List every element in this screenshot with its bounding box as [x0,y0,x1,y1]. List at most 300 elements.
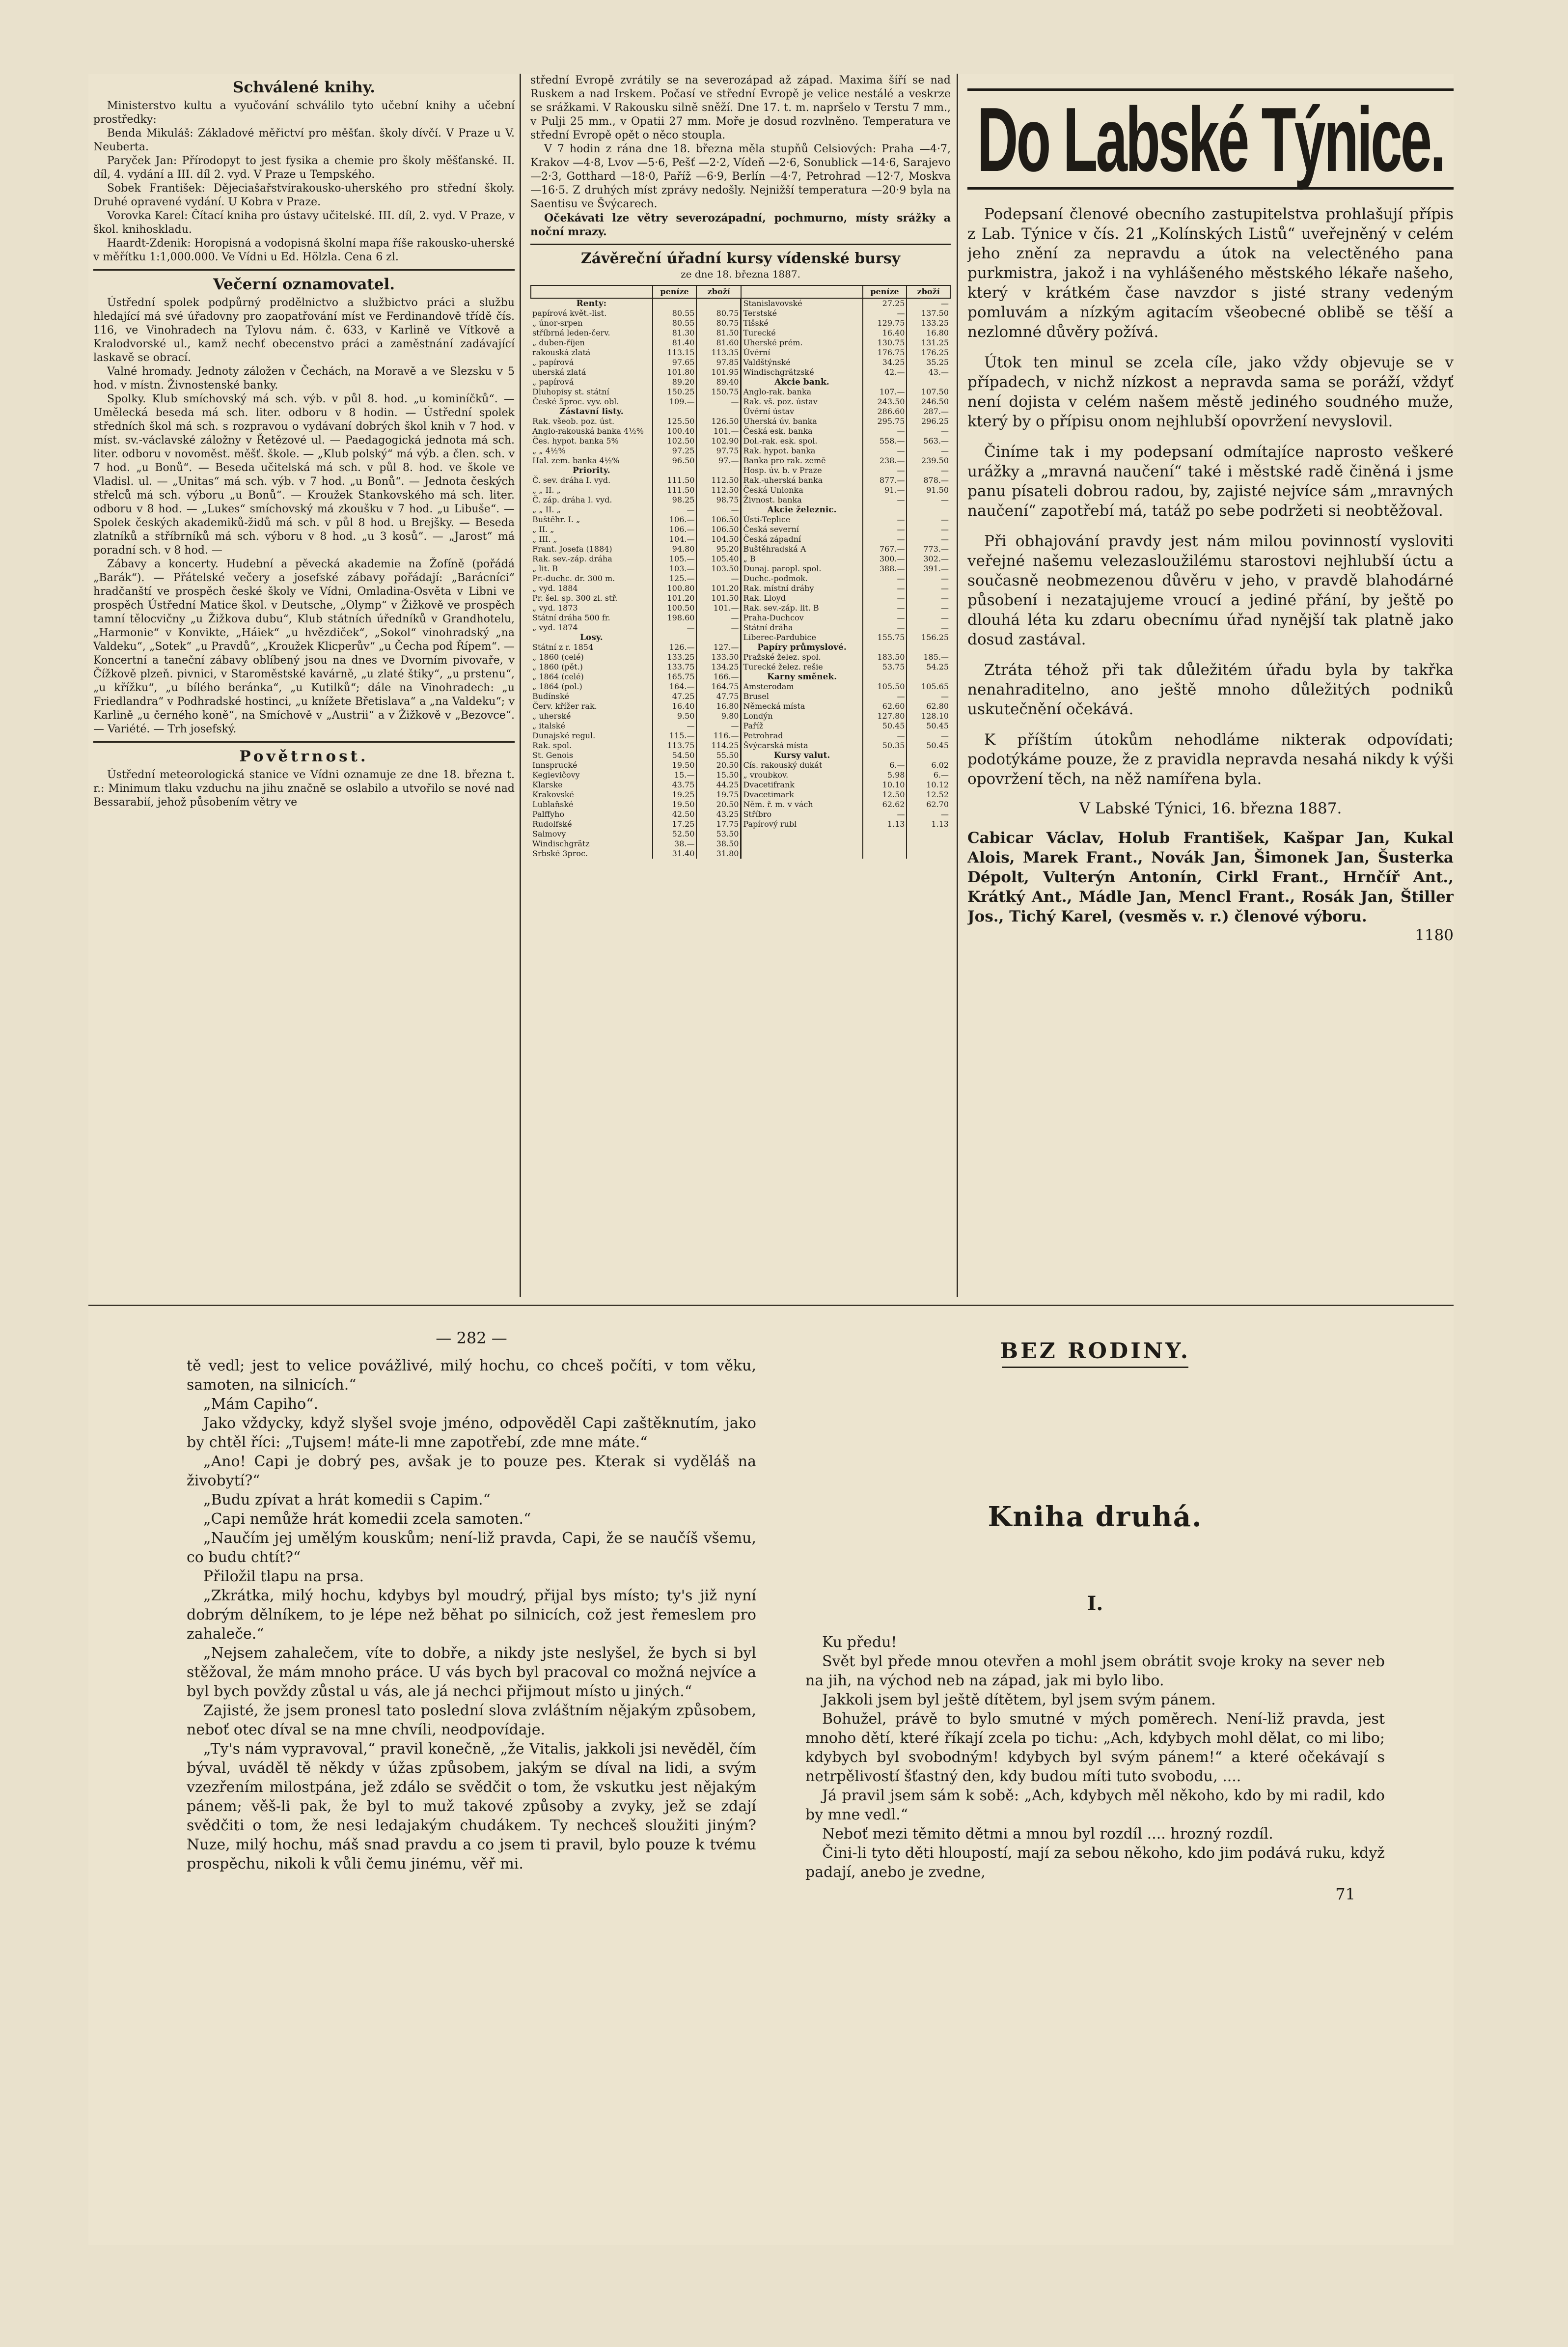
paragraph: Ministerstvo kultu a vyučování schválilo tyto učební knihy a učební prostředky: [93,100,515,126]
stock-bid: 105.50 [863,682,907,692]
stock-name [741,849,863,859]
stock-name: Ústí-Teplice [741,515,863,525]
stock-ask: 97.75 [696,446,741,456]
stock-ask [907,849,950,859]
stock-name: „ 1860 (pět.) [532,662,583,671]
stock-row [531,505,950,515]
stock-bid: — [863,810,907,819]
stock-name: „ 1860 (celé) [532,652,584,662]
stock-name: Valdštýnské [741,358,863,367]
stock-ask: — [696,574,741,584]
stock-bid: 16.40 [653,701,697,711]
stock-bid: 50.45 [863,721,907,731]
stock-bid: 183.50 [863,652,907,662]
stock-bid [863,672,907,682]
stock-row [531,849,950,859]
stock-bid: 12.50 [863,790,907,800]
stock-name: „ 1864 (pol.) [532,682,582,691]
paragraph: Ústřední meteorologická stanice ve Vídni oznamuje ze dne 18. března t. r.: Minimum tlaku vzduchu na jihu značně se oslabilo a utvořilo se nové nad Bessarabií, jehož působením větry ve [93,769,515,809]
stock-bid [863,839,907,849]
stock-name: Uherská úv. banka [741,417,863,426]
stock-ask: — [907,593,950,603]
stock-row [531,318,950,328]
stock-row [531,633,950,643]
stock-row [531,603,950,613]
kursy-title: Závěreční úřadní kursy vídenské bursy [580,250,901,267]
stock-bid: 165.75 [653,672,697,682]
stock-bid [863,829,907,839]
stock-bid: 100.80 [653,584,697,593]
stock-row [531,298,950,308]
stock-ask: 101.95 [696,367,741,377]
stock-bid: 111.50 [653,475,697,485]
heading-vecerni-oznamovatel: Večerní oznamovatel. [213,276,395,293]
stock-bid: 107.— [863,387,907,397]
stock-name: Papíry průmyslové. [741,643,863,652]
page-number: 71 [1335,1885,1355,1903]
stock-name: Rak.-uherská banka [741,475,863,485]
column-2 [530,74,951,1297]
stock-bid: 129.75 [863,318,907,328]
stock-name: Liberec-Pardubice [741,633,863,643]
stock-name: „ papírová [532,377,574,387]
stock-row [531,436,950,446]
stock-bid: 111.50 [653,485,697,495]
stock-bid: 42.— [863,367,907,377]
stock-row [531,515,950,525]
stock-name: Turecké želez. rešie [741,662,863,672]
stock-bid: — [863,426,907,436]
stock-name: Rak. vš. poz. ústav [741,397,863,407]
stock-bid: — [863,515,907,525]
stock-ask: — [696,721,741,731]
part-title: Kniha druhá. [988,1501,1203,1533]
stock-name: Švýcarská místa [741,741,863,751]
stock-ask: 38.50 [696,839,741,849]
stock-bid: 34.25 [863,358,907,367]
stock-row [531,525,950,534]
stock-ask: 131.25 [907,338,950,348]
stock-name: Dluhopisy st. státní [532,387,609,396]
stock-row [531,701,950,711]
stock-name: Terstské [741,308,863,318]
stock-ask [907,751,950,760]
stock-bid: 80.55 [653,318,697,328]
stock-ask [907,377,950,387]
stock-row [531,751,950,760]
stock-name: Windischgrätzské [741,367,863,377]
stock-bid: — [863,534,907,544]
weather-paragraph: střední Evropě zvrátily se na severozápad až západ. Maxima šíří se nad Ruskem a nad Irskem. Počasí ve střední Evropě je velice nestálé a veskrze se srážkami. V Rakousku silně sněží. Dne 17. t. m. napršelo v Terstu 7 mm., v Pulji 25 mm., v Opatii 27 mm. Moře je dosud rozvlněno. Temperatura ve střední Evropě opět o něco stoupla. [530,74,951,141]
stock-row [531,574,950,584]
stock-ask: 98.75 [696,495,741,505]
divider [93,269,515,271]
stock-name: Buštěhr. I. „ [532,515,580,524]
stock-bid: — [863,593,907,603]
stock-name: Paříž [741,721,863,731]
paragraph: Paryček Jan: Přírodopyt to jest fysika a chemie pro školy měšťanské. II. díl, 4. vydání a III. díl 2. vyd. V Praze u Tempského. [93,155,515,181]
stock-bid: 98.25 [653,495,697,505]
stock-ask: 89.40 [696,377,741,387]
paragraph: Zábavy a koncerty. Hudební a pěvecká akademie na Žofíně (pořádá „Barák“). — Přátelské večery a josefské zábavy pořádají: „Barácníci“ hradčanští ve prospěch české školy ve Vídni, Omladina-Osvěta v Libni ve prospěch Ústřední Matice škol. v Deutsche, „Olymp“ v Žižkově ve prospěch tamní tělocvičny „u Žižkova dubu“, Klub státních úředníků v Grandhotelu, „Harmonie“ v Konvikte, „Háiek“ „u hvězdiček“, „Sokol“ vinohradský „na Valdeku“, „Sotek“ „u Pravdů“, „Kroužek Klicperův“ „u Čecha pod Řípem“. — Koncertní a taneční zábavy oblíbený jsou na dnes ve Dvorním pivovaře, v Čížkově plzeň. pivnici, v Staroměstské kavárně, „u zlaté štiky“, „u prstenu“, „u křížku“, „u bílého beránka“, „u Kutilků“; dále na Vinohradech: „u Friedlandra“ v Podhradské hostinci, „u knížete Břetislava“ a „na Valdeku“; v Karlině „u černého koně“, na Smíchově v „Austrii“ a v Žižkově v „Bezovce“. — Variété. — Trh josefský. [93,558,515,735]
stock-table [530,285,951,859]
stock-name: „ uherské [532,711,571,721]
stock-ask [696,466,741,475]
page-marker: — 282 — [436,1329,507,1347]
stock-ask: 113.35 [696,348,741,358]
stock-ask: 176.25 [907,348,950,358]
stock-name: Rak. hypot. banka [741,446,863,456]
stock-bid: 19.50 [653,760,697,770]
stock-name: Rak. sev.-záp. lit. B [741,603,863,613]
stock-name: Budínské [532,692,570,701]
stock-ask: — [696,505,741,515]
column-1 [93,74,515,1297]
stock-bid: 6.— [863,760,907,770]
stock-bid: 388.— [863,564,907,574]
stock-ask: 35.25 [907,358,950,367]
stock-name: Úvěrní ústav [741,407,863,417]
stock-bid: 94.80 [653,544,697,554]
stock-bid: 286.60 [863,407,907,417]
stock-bid: 164.— [653,682,697,692]
stock-ask: 166.— [696,672,741,682]
paragraph: Haardt-Zdenik: Horopisná a vodopisná školní mapa říše rakousko-uherské v měřítku 1:1,000.000. Ve Vídni u Ed. Hölzla. Cena 6 zl. [93,237,515,263]
notice-paragraph: Podepsaní členové obecního zastupitelstva prohlašují přípis z Lab. Týnice v čís. 21 „Kolínských Listů“ uveřejněný v celém jeho znění za nepravdu a útok na velectěného pana purkmistra, jakož i na vyhlášeného městského lékaře našeho, který v krátkém čase navzdor s jisté strany vedeným pomluvám a nízkým agitacím všeobecné oblibě se těší a nezlomné důvěry požívá. [967,205,1454,341]
stock-bid: 127.80 [863,711,907,721]
stock-bid [653,407,697,417]
stock-bid: 300.— [863,554,907,564]
stock-name: „ únor-srpen [532,318,583,328]
stock-bid: — [863,584,907,593]
stock-row [531,839,950,849]
stock-name: „ italské [532,721,565,730]
divider [530,244,951,245]
stock-ask: 296.25 [907,417,950,426]
stock-bid: — [863,466,907,475]
stock-bid: 198.60 [653,613,697,623]
stock-ask: 101.50 [696,593,741,603]
stock-ask: 107.50 [907,387,950,397]
stock-bid: 19.25 [653,790,697,800]
stock-ask: 95.20 [696,544,741,554]
stock-ask: 12.52 [907,790,950,800]
stock-name: Brusel [741,692,863,701]
stock-bid: 238.— [863,456,907,466]
stock-name: papírová květ.-list. [532,308,607,318]
stock-row [531,584,950,593]
stock-bid: 54.50 [653,751,697,760]
stock-bid: 17.25 [653,819,697,829]
stock-ask: 1.13 [907,819,950,829]
paragraph: Benda Mikuláš: Základové měřictví pro měšťan. školy dívčí. V Praze u V. Neuberta. [93,127,515,153]
stock-row [531,593,950,603]
stock-name: Rak. Lloyd [741,593,863,603]
stock-name: „ 1864 (celé) [532,672,584,681]
stock-row [531,495,950,505]
story-left-page [187,1329,756,2242]
story-paragraph: Přiložil tlapu na prsa. [203,1568,364,1585]
stock-row [531,643,950,652]
stock-name: Turecké [741,328,863,338]
stock-ask: — [907,525,950,534]
stock-name: Anglo-rak. banka [741,387,863,397]
stock-ask: 31.80 [696,849,741,859]
stock-name: Č. sev. dráha I. vyd. [532,475,611,485]
stock-name: Německá místa [741,701,863,711]
stock-name: Innsprucké [532,760,578,770]
story-paragraph: tě vedl; jest to velice povážlivé, milý hochu, co chceš počíti, v tom věku, samoten, na silnicích.“ [187,1357,756,1394]
stock-row [531,711,950,721]
stock-bid: 5.98 [863,770,907,780]
stock-name: Rak. všeob. poz. úst. [532,417,615,426]
stock-ask: 127.— [696,643,741,652]
stock-name: Rudolfské [532,819,572,829]
stock-ask: — [907,731,950,741]
stock-ask: 126.50 [696,417,741,426]
stock-ask: 80.75 [696,318,741,328]
stock-bid: 176.75 [863,348,907,358]
stock-ask: 133.50 [696,652,741,662]
stock-row [531,358,950,367]
weather-forecast: Očekávati lze větry severozápadní, pochmurno, místy srážky a noční mrazy. [530,212,951,238]
story-paragraph: Ku předu! [822,1634,897,1651]
stock-name: Živnost. banka [741,495,863,505]
stock-ask: 105.40 [696,554,741,564]
stock-bid: 19.50 [653,800,697,810]
stock-name: Dvacetimark [741,790,863,800]
stock-bid: — [863,603,907,613]
story-paragraph: Neboť mezi těmito dětmi a mnou byl rozdíl .... hrozný rozdíl. [822,1825,1273,1843]
heading-povetrnost: Povětrnost. [239,748,369,765]
notice-paragraph: Ztráta téhož při tak důležitém úřadu byla by takřka nenahraditelno, ano ještě mnoho důležitých podniků uskutečnění očekává. [967,661,1454,718]
stock-ask: 773.— [907,544,950,554]
stock-ask: 103.50 [696,564,741,574]
stock-name: Česká severní [741,525,863,534]
stock-ask: 137.50 [907,308,950,318]
story-paragraph: Zajisté, že jsem pronesl tato poslední slova zvláštním nějakým způsobem, neboť otec díval se na mne chvíli, neodpovídaje. [187,1702,756,1738]
stock-bid: — [863,623,907,633]
horizontal-divider [88,1305,1454,1306]
stock-ask: 16.80 [696,701,741,711]
stock-bid: 81.30 [653,328,697,338]
stock-name: „ vyd. 1874 [532,623,578,632]
stock-bid: 47.25 [653,692,697,701]
stock-ask: — [696,623,741,633]
story-paragraph: „Ano! Capi je dobrý pes, avšak je to pouze pes. Kterak si vyděláš na živobytí?“ [187,1453,756,1489]
stock-ask: 106.50 [696,525,741,534]
column-3 [967,74,1454,1297]
stock-ask: — [907,495,950,505]
stock-bid: 100.50 [653,603,697,613]
stock-row [531,397,950,407]
stock-ask: 80.75 [696,308,741,318]
stock-name: „ „ 4½% [532,446,566,455]
story-paragraph: „Zkrátka, milý hochu, kdybys byl moudrý, přijal bys místo; ty's již nyní dobrým dělníkem, to je lépe než běhat po silnicích, což jest řemeslem pro zahaleče.“ [187,1587,756,1643]
stock-bid: 16.40 [863,328,907,338]
stock-name: Česká esk. banka [741,426,863,436]
stock-ask: 62.80 [907,701,950,711]
stock-name: Akcie železnic. [741,505,863,515]
story-paragraph: Jako vždycky, když slyšel svoje jméno, odpověděl Capi zaštěknutím, jako by chtěl říci: „Tujsem! máte-li mne zapotřebí, zde mne máte.“ [187,1415,756,1451]
notice-paragraph: Útok ten minul se zcela cíle, jako vždy objevuje se v případech, v nichž nízkost a nepravda sama se poráží, vždyť není dojista v celém našem městě jediného soudného muže, který by o přípisu onom nejhlubší opovržení nevyslovil. [967,354,1454,430]
stock-name: Rak. spol. [532,741,572,750]
stock-ask: 6.02 [907,760,950,770]
stock-name: Frant. Josefa (1884) [532,544,612,554]
stock-name: „ III. „ [532,534,557,544]
stock-bid: — [863,308,907,318]
stock-bid: 113.15 [653,348,697,358]
stock-ask: — [907,466,950,475]
stock-ask: 43.25 [696,810,741,819]
stock-ask [907,839,950,849]
stock-name: Krakovské [532,790,574,799]
notice-title-box [967,88,1454,190]
stock-name: Státní z r. 1854 [532,643,594,652]
stock-bid: 133.25 [653,652,697,662]
stock-bid: 105.— [653,554,697,564]
story-paragraph: Svět byl přede mnou otevřen a mohl jsem obrátit svoje kroky na sever neb na jih, na východ neb na západ, jak mi bylo libo. [805,1653,1385,1689]
stock-row [531,652,950,662]
stock-row [531,623,950,633]
stock-name: Palffyho [532,810,565,819]
stock-ask: 101.— [696,426,741,436]
stock-ask: 43.— [907,367,950,377]
stock-name: Česká Unionka [741,485,863,495]
stock-ask: 101.— [696,603,741,613]
stock-name: Čes. hypot. banka 5% [532,436,619,446]
header-zbozi: zboží [907,285,950,298]
stock-row [531,475,950,485]
stock-ask: 47.75 [696,692,741,701]
stock-name: Státní dráha [741,623,863,633]
stock-name: Windischgrätz [532,839,590,848]
stock-ask: 104.50 [696,534,741,544]
stock-bid: 80.55 [653,308,697,318]
stock-ask: 128.10 [907,711,950,721]
stock-row [531,328,950,338]
stock-bid: 50.35 [863,741,907,751]
stock-name: „ lit. B [532,564,558,573]
stock-row [531,407,950,417]
stock-row [531,682,950,692]
stock-name: Rak. místní dráhy [741,584,863,593]
stock-bid: 38.— [653,839,697,849]
stock-bid: 102.50 [653,436,697,446]
stock-row [531,387,950,397]
stock-ask: — [907,446,950,456]
story-paragraph: „Naučím jej umělým kouskům; není-liž pravda, Capi, že se naučíš všemu, co budu chtít?“ [187,1530,756,1566]
stock-ask: 302.— [907,554,950,564]
column-divider-2 [957,74,958,1297]
stock-name: Státní dráha 500 fr. [532,613,610,622]
stock-bid: 1.13 [863,819,907,829]
paragraph: Sobek František: Dějeciašařstvírakousko-uherského pro střední školy. Druhé opravené vydání. U Kobra v Praze. [93,182,515,208]
stock-name: „ B [741,554,863,564]
weather-paragraph: V 7 hodin z rána dne 18. března měla stupňů Celsiových: Praha —4·7, Krakov —4·8, Lvov —5·6, Pešť —2·2, Vídeň —2·6, Sonublick —14·6, Sarajevo —2·3, Gotthard —18·0, Paříž —6·9, Berlín —4·7, Petrohrad —12·7, Moskva —16·5. Z druhých míst zprávy nedošly. Nejnižší temperatura —20·9 byla na Saentisu ve Švýcarech. [530,143,951,210]
stock-ask: 19.75 [696,790,741,800]
column-divider-1 [520,74,521,1297]
stock-name: Salmovy [532,829,566,838]
stock-name: České 5proc. vyv. obl. [532,397,619,406]
stock-ask: — [696,397,741,407]
stock-ask: 50.45 [907,721,950,731]
stock-table-body [531,298,950,859]
stock-name: Červ. křížer rak. [532,701,597,711]
stock-row [531,731,950,741]
story-paragraph: „Nejsem zahalečem, víte to dobře, a nikdy jste neslyšel, že bych si byl stěžoval, že mám mnoho práce. U vás bych byl pracoval co možná nejvíce a byl bych povždy zůstal u vás, ale já nechci přijmout místo u jiných.“ [187,1645,756,1700]
stock-bid: 81.40 [653,338,697,348]
stock-ask: — [907,426,950,436]
stock-ask: 116.— [696,731,741,741]
stock-name: Buštěhradská A [741,544,863,554]
stock-row [531,466,950,475]
stock-row [531,564,950,574]
stock-ask: 112.50 [696,485,741,495]
stock-name: St. Genois [532,751,574,760]
stock-ask: 81.50 [696,328,741,338]
heading-schvalene-knihy: Schválené knihy. [232,79,376,96]
stock-bid: — [863,446,907,456]
stock-bid: 101.80 [653,367,697,377]
stock-row [531,672,950,682]
stock-name: Cís. rakouský dukát [741,760,863,770]
stock-bid: 15.— [653,770,697,780]
stock-bid [653,466,697,475]
stock-bid: 109.— [653,397,697,407]
stock-name: Stanislavovské [741,298,863,308]
stock-ask: 150.75 [696,387,741,397]
stock-name: Úvěrní [741,348,863,358]
stock-bid: — [863,692,907,701]
stock-name: Praha-Duchcov [741,613,863,623]
notice-paragraph: K příštím útokům nehodláme nikterak odpovídati; podotýkáme pouze, že z pravidla nepravda nesahá nikdy k výši opovržení těch, na něž namířena byla. [967,731,1454,788]
stock-ask: 62.70 [907,800,950,810]
stock-name: Stříbro [741,810,863,819]
stock-name: stříbrná leden-červ. [532,328,610,337]
stock-name: „ duben-říjen [532,338,585,347]
stock-name: Č. záp. dráha I. vyd. [532,495,612,504]
notice-signers: Cabicar Václav, Holub František, Kašpar Jan, Kukal Alois, Marek Frant., Novák Jan, Šimonek Jan, Šusterka Dépolt, Vulterýn Antonín, Cirkl Frant., Hrnčíř Ant., Krátký Ant., Mádle Jan, Mencl Frant., Rosák Jan, Štiller Jos., Tichý Karel, (vesměs v. r.) členové výboru. [967,829,1454,925]
stock-ask: 20.50 [696,760,741,770]
stock-ask: 97.85 [696,358,741,367]
stock-bid: 103.— [653,564,697,574]
stock-name: Něm. ř. m. v vách [741,800,863,810]
stock-name: Papírový rubl [741,819,863,829]
stock-name: Tišské [741,318,863,328]
stock-bid: 106.— [653,525,697,534]
stock-bid: 106.— [653,515,697,525]
stock-ask: 50.45 [907,741,950,751]
stock-name: Renty: [576,299,606,308]
header-blank [741,285,863,298]
stock-bid: 100.40 [653,426,697,436]
stock-row [531,426,950,436]
stock-ask: 246.50 [907,397,950,407]
stock-bid: 62.60 [863,701,907,711]
stock-bid: 150.25 [653,387,697,397]
stock-bid: — [863,525,907,534]
header-penize: peníze [653,285,697,298]
stock-ask: 287.— [907,407,950,417]
stock-name: Hal. zem. banka 4½% [532,456,620,465]
stock-ask: 563.— [907,436,950,446]
stock-ask: — [907,515,950,525]
stock-name: rakouská zlatá [532,348,591,357]
stock-bid: 767.— [863,544,907,554]
paragraph: Valné hromady. Jednoty záložen v Čechách, na Moravě a ve Slezsku v 5 hod. v místn. Živnostenské banky. [93,365,515,391]
stock-name: Losy. [579,633,603,643]
